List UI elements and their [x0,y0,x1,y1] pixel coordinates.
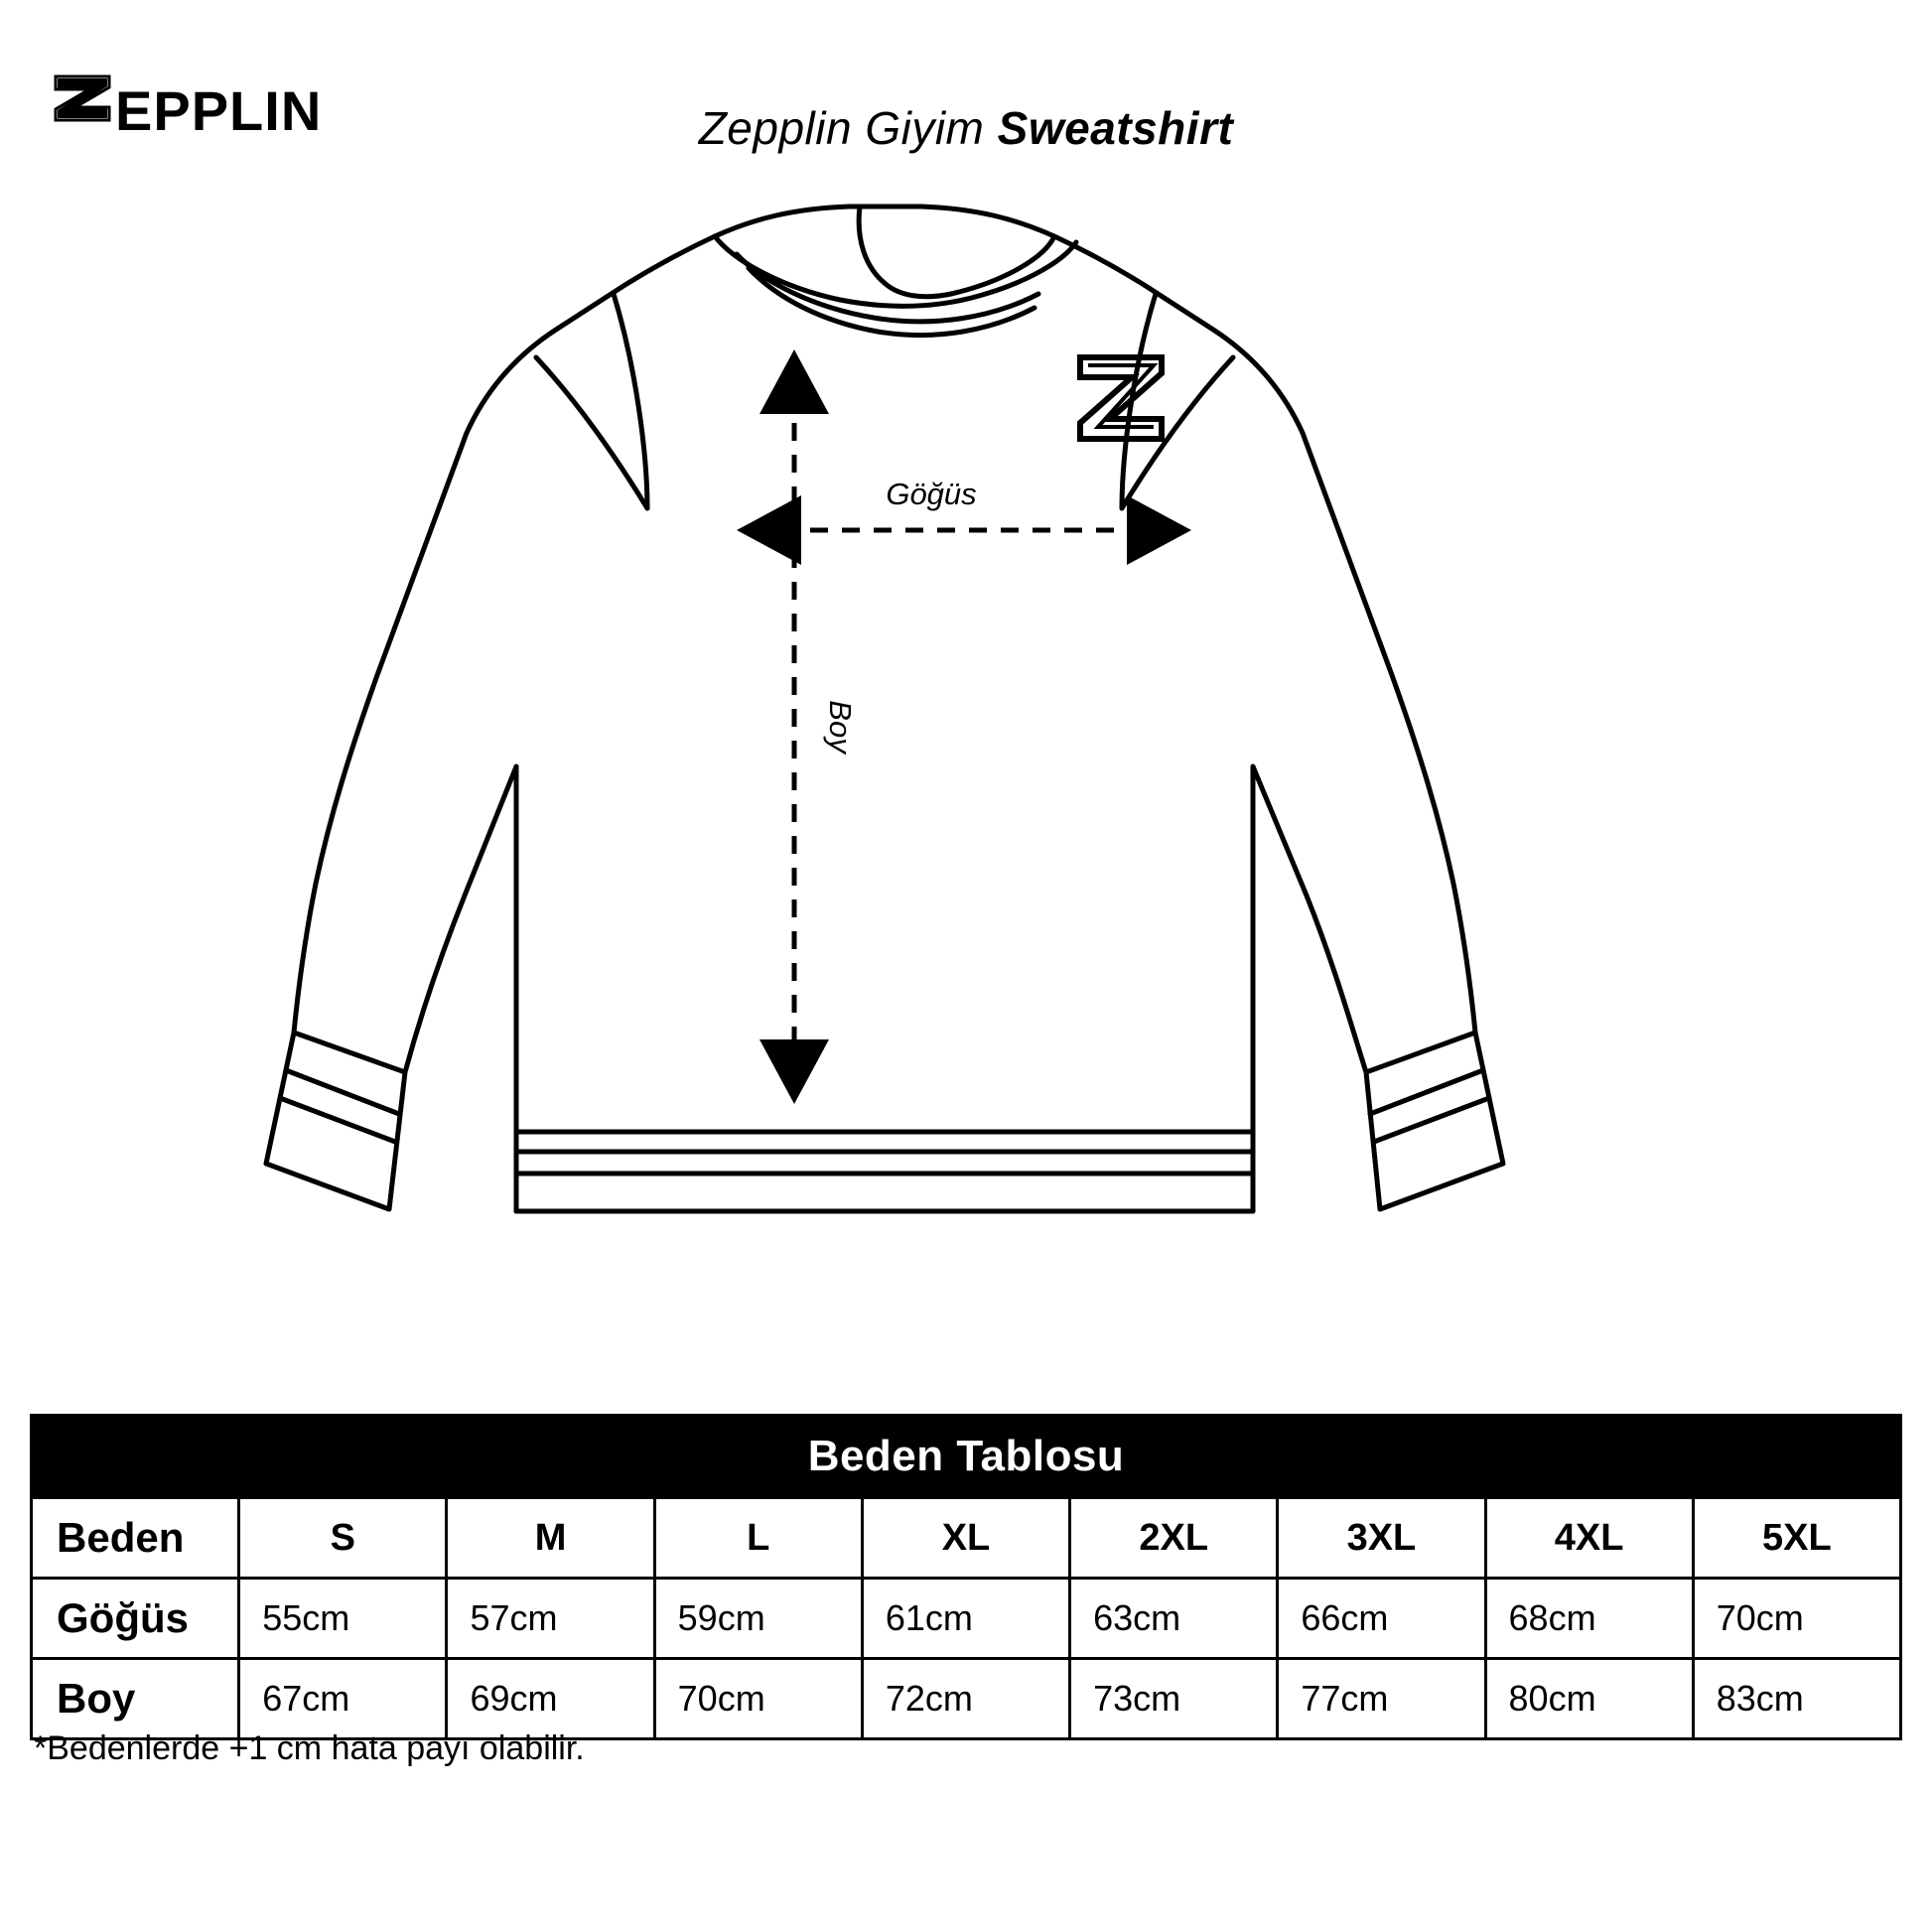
cell-gogus-xl: 61cm [862,1579,1069,1659]
table-row [32,1579,1901,1659]
table-title-row [32,1416,1901,1498]
row-label-gogus: Göğüs [32,1579,239,1659]
brand-name-text: EPPLIN [115,79,323,142]
header-size-2xl: 2XL [1070,1498,1278,1579]
cell-gogus-2xl: 63cm [1070,1579,1278,1659]
page-title-normal: Zepplin Giyim [698,102,998,154]
footnote: *Bedenlerde +1 cm hata payı olabilir. [34,1729,585,1767]
length-label: Boy [823,700,858,754]
garment-chest-logo-icon [1080,357,1162,439]
header-size-xl: XL [862,1498,1069,1579]
cell-boy-m: 69cm [447,1659,654,1739]
page-title-strong: Sweatshirt [997,102,1234,154]
cell-boy-s: 67cm [239,1659,447,1739]
header-size-l: L [654,1498,862,1579]
cell-boy-3xl: 77cm [1278,1659,1485,1739]
cell-boy-4xl: 80cm [1485,1659,1693,1739]
header-size-s: S [239,1498,447,1579]
header-size-m: M [447,1498,654,1579]
cell-gogus-s: 55cm [239,1579,447,1659]
size-table-container [30,1414,1902,1740]
length-measurement-arrow [794,359,858,1094]
cell-gogus-5xl: 70cm [1693,1579,1900,1659]
header-size-3xl: 3XL [1278,1498,1485,1579]
page-header [0,40,1932,159]
cell-gogus-3xl: 66cm [1278,1579,1485,1659]
cell-boy-5xl: 83cm [1693,1659,1900,1739]
table-row [32,1659,1901,1739]
cell-boy-l: 70cm [654,1659,862,1739]
cell-boy-2xl: 73cm [1070,1659,1278,1739]
chest-label: Göğüs [886,477,977,511]
header-size-4xl: 4XL [1485,1498,1693,1579]
table-title: Beden Tablosu [32,1416,1901,1498]
size-table [30,1414,1902,1740]
sweatshirt-outline [266,207,1503,1211]
chest-measurement-arrow [747,477,1181,530]
cell-gogus-m: 57cm [447,1579,654,1659]
table-header-row [32,1498,1901,1579]
cell-gogus-l: 59cm [654,1579,862,1659]
header-label-beden: Beden [32,1498,239,1579]
page-title [0,101,1932,155]
row-label-boy: Boy [32,1659,239,1739]
cell-boy-xl: 72cm [862,1659,1069,1739]
cell-gogus-4xl: 68cm [1485,1579,1693,1659]
header-size-5xl: 5XL [1693,1498,1900,1579]
garment-illustration [0,159,1932,1390]
